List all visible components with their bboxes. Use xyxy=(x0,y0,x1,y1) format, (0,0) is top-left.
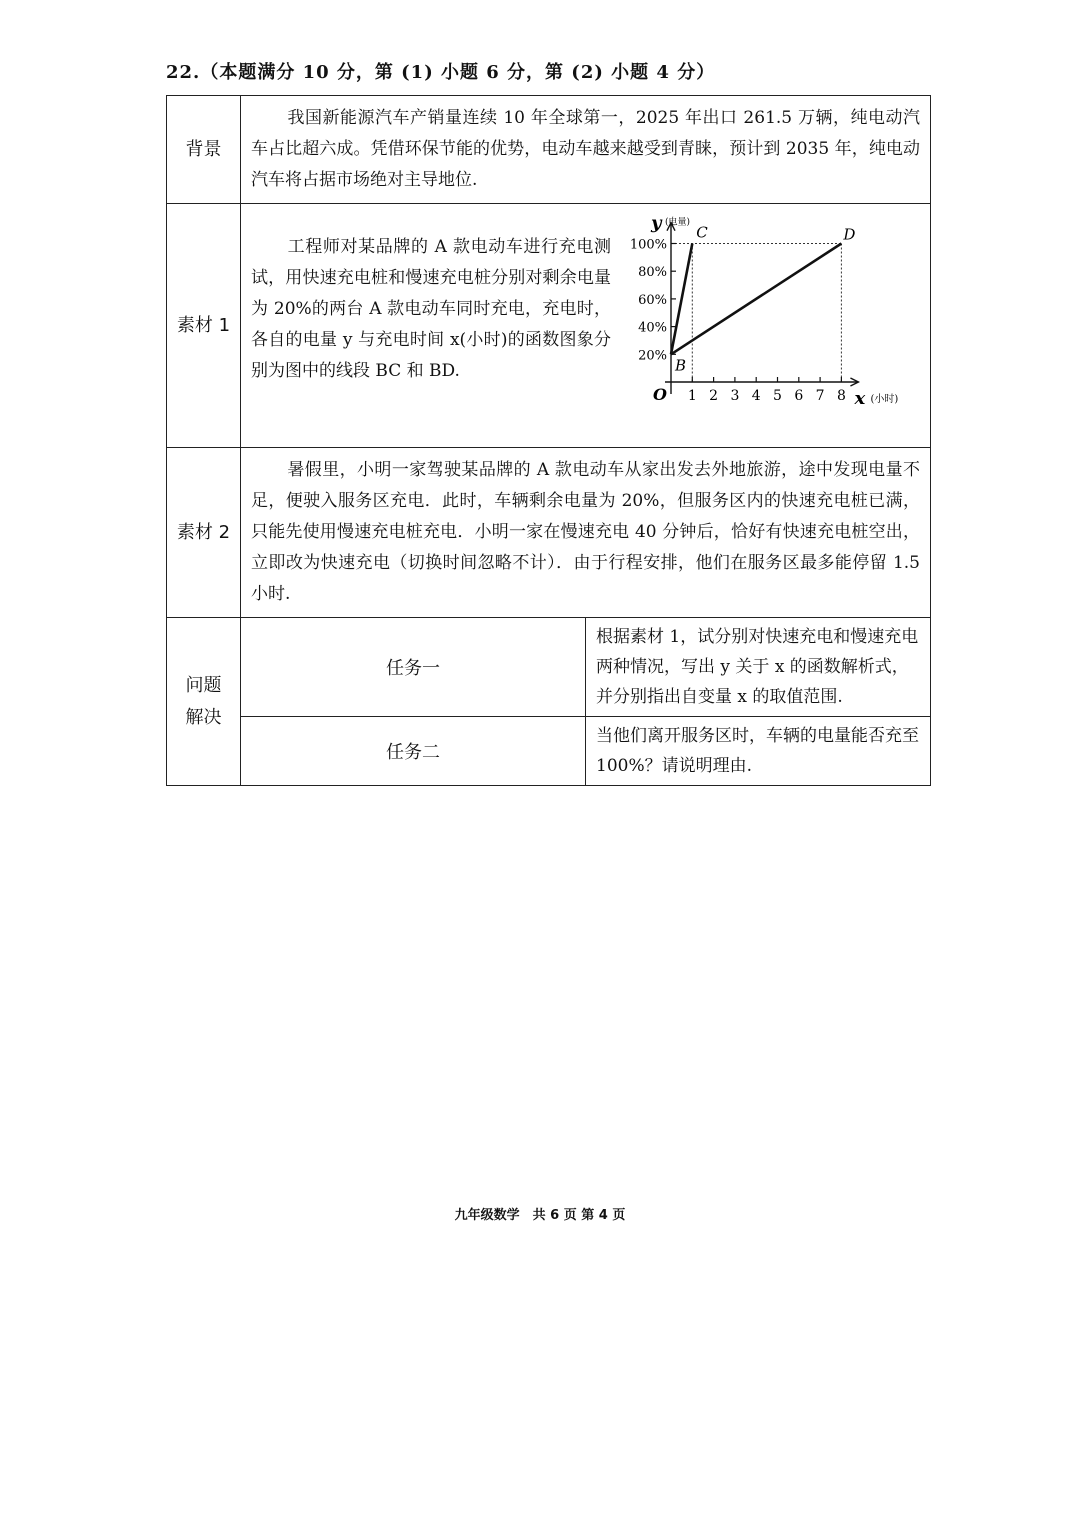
chart-guides xyxy=(671,244,841,383)
task2-label: 任务二 xyxy=(241,717,586,786)
x-tick-label: 4 xyxy=(751,388,761,404)
y-tick-label: 20% xyxy=(638,348,667,364)
x-tick-label: 5 xyxy=(773,388,782,404)
y-tick-label: 100% xyxy=(629,237,667,253)
task1-row xyxy=(167,618,931,717)
solve-label-line1: 问题 xyxy=(185,674,222,696)
background-cell xyxy=(241,96,931,204)
page-footer: 九年级数学 共 6 页 第 4 页 xyxy=(454,1208,626,1223)
material2-label: 素材 2 xyxy=(167,448,241,618)
background-label: 背景 xyxy=(167,96,241,204)
x-tick-label: 7 xyxy=(815,388,825,404)
task1-cell xyxy=(586,618,931,717)
task2-cell xyxy=(586,717,931,786)
chart-lines xyxy=(671,244,841,355)
material1-cell xyxy=(241,204,931,448)
x-tick-label: 8 xyxy=(836,388,846,404)
material2-cell xyxy=(241,448,931,618)
x-axis-label: x xyxy=(854,388,866,409)
background-text: 我国新能源汽车产销量连续 10 年全球第一，2025 年出口 261.5 万辆，纯电动汽车占比超六成。凭借环保节能的优势，电动车越来越受到青睐，预计到 2035 年，纯电动汽车将占据市场绝对主导地位. xyxy=(251,108,920,190)
origin-label: O xyxy=(653,385,667,404)
x-tick-label: 2 xyxy=(709,388,719,404)
material1-paragraph xyxy=(251,232,611,387)
y-tick-label: 80% xyxy=(638,265,667,281)
material2-text: 暑假里，小明一家驾驶某品牌的 A 款电动车从家出发去外地旅游，途中发现电量不足，便驶入服务区充电．此时，车辆剩余电量为 20%，但服务区内的快速充电桩已满，只能先使用慢速充电桩充电．小明一家在慢速充电 40 分钟后，恰好有快速充电桩空出，立即改为快速充电（切换时间忽略不计）．由于行程安排，他们在服务区最多能停留 1.5 小时. xyxy=(251,460,920,604)
point-c-label: C xyxy=(696,223,708,242)
y-axis-unit: (电量) xyxy=(665,217,691,228)
material1-content xyxy=(241,204,930,447)
question-title: 22.（本题满分 10 分，第 (1) 小题 6 分，第 (2) 小题 4 分） xyxy=(166,62,716,83)
solve-label xyxy=(167,618,241,786)
background-paragraph xyxy=(241,96,930,203)
material1-row xyxy=(167,204,931,448)
charging-chart xyxy=(629,214,919,429)
task1-label: 任务一 xyxy=(241,618,586,717)
task2-row xyxy=(167,717,931,786)
material2-row xyxy=(167,448,931,618)
y-axis-label: y xyxy=(651,214,662,234)
point-d-label: D xyxy=(843,225,856,244)
material1-label: 素材 1 xyxy=(167,204,241,448)
x-tick-label: 6 xyxy=(794,388,804,404)
problem-table xyxy=(166,95,931,786)
material1-text: 工程师对某品牌的 A 款电动车进行充电测试，用快速充电桩和慢速充电桩分别对剩余电量为 20%的两台 A 款电动车同时充电，充电时，各自的电量 y 与充电时间 x(小时)的函数图象分别为图中的线段 BC 和 BD. xyxy=(251,237,611,381)
background-row xyxy=(167,96,931,204)
y-tick-label: 40% xyxy=(638,320,667,336)
x-tick-label: 3 xyxy=(730,388,740,404)
point-b-label: B xyxy=(675,356,687,375)
solve-label-line2: 解决 xyxy=(185,706,222,728)
task2-text: 当他们离开服务区时，车辆的电量能否充至 100%？请说明理由. xyxy=(596,726,919,776)
chart-axes xyxy=(665,223,858,394)
x-axis-unit: (小时) xyxy=(870,394,899,405)
task1-text: 根据素材 1，试分别对快速充电和慢速充电两种情况，写出 y 关于 x 的函数解析式，并分别指出自变量 x 的取值范围. xyxy=(596,627,919,707)
y-tick-label: 60% xyxy=(638,292,667,308)
segment-bd xyxy=(671,244,841,355)
x-tick-label: 1 xyxy=(687,388,697,404)
material2-paragraph xyxy=(241,448,930,617)
